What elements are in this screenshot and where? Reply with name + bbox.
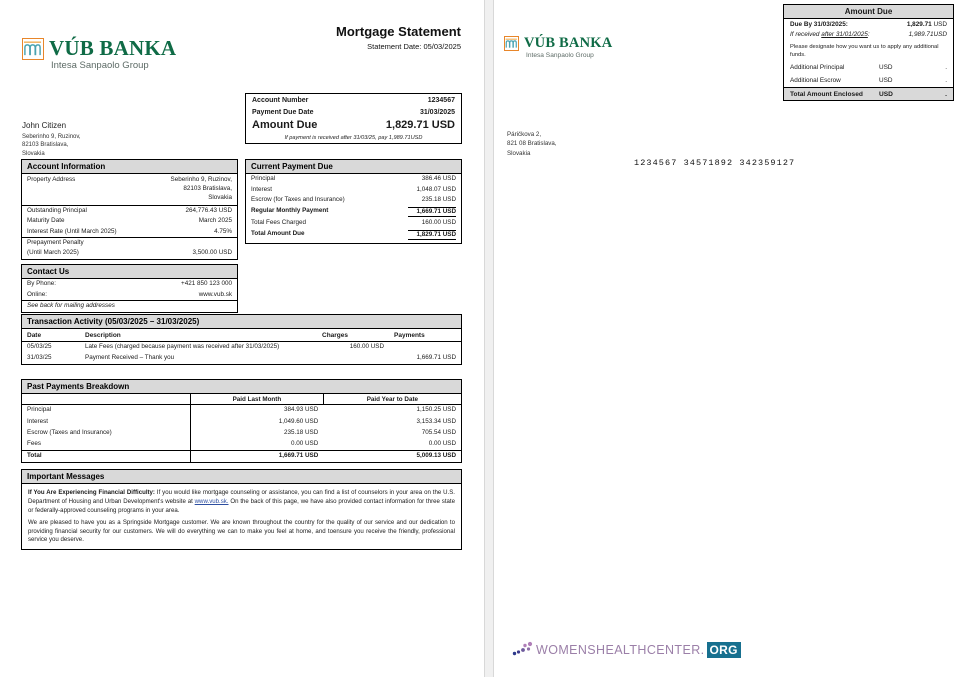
pp-label: Fees (22, 438, 191, 450)
interest-rate-value: 4.75% (214, 227, 232, 235)
important-messages-body (22, 484, 461, 549)
txn-payments: 1,669.71 USD (416, 354, 456, 362)
contact-footnote-row (22, 300, 237, 312)
addressee-block (22, 120, 81, 159)
amount-due-label: Amount Due (252, 119, 318, 132)
cpd-total-amount-label: Total Amount Due (251, 229, 305, 237)
pp-ytd: 0.00 USD (428, 439, 456, 447)
contact-us-title: Contact Us (22, 265, 237, 279)
financial-difficulty-text-a: If you would like mortgage counseling or assistance, you can find a list of counselors in your area on the U.S. Department of Housing and Urban Development's website at (28, 489, 455, 506)
stub-additional-escrow-value[interactable]: . (945, 76, 947, 84)
transaction-activity-table (22, 329, 461, 364)
return-address-block (507, 130, 557, 158)
watermark-text: WOMENSHEALTHCENTER. (536, 643, 705, 657)
stub-additional-escrow-label: Additional Escrow (790, 76, 841, 84)
table-row (22, 353, 461, 364)
contact-online-value[interactable]: www.vub.sk (198, 290, 232, 298)
addressee-line-1: Seberinho 9, Ruzinov, (22, 133, 81, 140)
contact-footnote: See back for mailing addresses (27, 302, 115, 310)
contact-phone-value: +421 850 123 000 (181, 280, 232, 288)
maturity-date-value: March 2025 (198, 217, 232, 225)
stub-due-by-row (784, 19, 953, 31)
dot-cluster-icon (512, 641, 536, 659)
amount-due-stub-title: Amount Due (784, 5, 953, 19)
bank-tagline: Intesa Sanpaolo Group (51, 60, 149, 71)
cpd-total-fees-row (246, 218, 461, 229)
pp-label: Principal (22, 405, 191, 417)
stub-total-enclosed-row (784, 87, 953, 100)
cpd-interest-row (246, 185, 461, 196)
th-blank (22, 394, 191, 405)
th-paid-ytd: Paid Year to Date (323, 394, 461, 405)
prepayment-penalty-label: Prepayment Penalty (27, 239, 84, 247)
past-payments-table (22, 394, 461, 461)
micr-line: 1234567 34571892 342359127 (634, 158, 796, 168)
counseling-link[interactable]: www.vub.sk. (194, 498, 229, 506)
th-payments: Payments (389, 329, 461, 342)
statement-date: Statement Date: 05/03/2025 (367, 42, 461, 51)
past-payments-box (21, 379, 462, 463)
amount-due-value: 1,829.71 USD (385, 119, 455, 132)
contact-phone-label: By Phone: (27, 280, 57, 288)
past-payments-title: Past Payments Breakdown (22, 380, 461, 394)
account-information-box (21, 159, 238, 260)
cpd-regular-monthly-label: Regular Monthly Payment (251, 206, 329, 214)
stub-additional-escrow-currency: USD (879, 76, 893, 84)
stub-due-by-currency: USD (933, 21, 947, 28)
stub-total-enclosed-value[interactable]: . (945, 90, 947, 98)
important-messages-title: Important Messages (22, 470, 461, 484)
pp-last-month: 235.18 USD (283, 428, 319, 436)
txn-date: 31/03/25 (27, 354, 52, 362)
property-address-line-2: 82103 Bratislava, (183, 185, 232, 192)
account-number-label: Account Number (252, 96, 309, 104)
table-row (22, 416, 461, 427)
payment-due-date-value: 31/03/2025 (419, 108, 455, 116)
cpd-total-amount-value: 1,829.71 USD (408, 230, 456, 241)
watermark-logo (512, 641, 741, 659)
stub-due-by-label: Due By 31/03/2025: (790, 21, 848, 28)
property-address-line-3: Slovakia (208, 193, 232, 201)
payment-due-date-label: Payment Due Date (252, 108, 314, 116)
important-messages-box (21, 469, 462, 550)
page-title: Mortgage Statement (336, 24, 461, 39)
table-header-row (22, 394, 461, 405)
payment-due-date-row (246, 106, 461, 118)
bank-name: VÚB BANKA (49, 36, 177, 60)
statement-page-right (493, 0, 963, 677)
stub-additional-principal-row (784, 62, 953, 75)
return-address-line-1: Páričkova 2, (507, 131, 542, 138)
txn-description: Late Fees (charged because payment was received after 31/03/2025) (85, 343, 280, 351)
stub-due-by-amount: 1,829.71 (906, 21, 932, 28)
txn-description: Payment Received – Thank you (85, 354, 175, 362)
important-message-paragraph-2: We are pleased to have you as a Springside Mortgage customer. We are known throughout the country for the quality of our service and our dedication to providing financial security for our customers. We will do everything we can to make you feel at home, and toensure you receive the friendly, professional service you deserve. (28, 518, 455, 544)
watermark-org-badge: ORG (707, 642, 741, 658)
th-description: Description (80, 329, 317, 342)
maturity-date-label: Maturity Date (27, 217, 65, 225)
contact-online-row (22, 290, 237, 301)
property-address-line-1: Seberinho 9, Ruzinov, (170, 176, 232, 184)
page-gutter (485, 0, 493, 677)
pp-label: Interest (22, 416, 191, 427)
contact-us-box (21, 264, 238, 313)
cpd-total-amount-row (246, 229, 461, 244)
stub-total-enclosed-label: Total Amount Enclosed (790, 90, 863, 98)
prepayment-penalty-label-row (22, 238, 237, 248)
cpd-interest-label: Interest (251, 185, 272, 193)
cpd-regular-monthly-row (246, 206, 461, 219)
pp-last-month: 0.00 USD (290, 439, 319, 447)
stub-additional-principal-value[interactable]: . (945, 63, 947, 71)
cpd-escrow-label: Escrow (for Taxes and Insurance) (251, 196, 345, 204)
stub-if-received-value: 1,989.71USD (908, 31, 947, 39)
table-row (22, 342, 461, 353)
property-address-value (171, 176, 233, 202)
transaction-activity-box (21, 314, 462, 365)
return-address-line-3: Slovakia (507, 149, 531, 157)
cpd-principal-row (246, 174, 461, 185)
bank-name: VÚB BANKA (524, 35, 613, 51)
pp-label: Total (22, 450, 191, 462)
stub-designate-note: Please designate how you want us to apply any additional funds. (790, 43, 939, 58)
table-row-total (22, 450, 461, 462)
cpd-principal-value: 386.46 USD (421, 175, 456, 183)
financial-difficulty-text-b: On the back of this page, we have also provided contact information for three state or federally-approved counseling programs in your area. (28, 498, 455, 514)
stub-if-received-text-a: If received (790, 31, 822, 39)
amount-due-row (246, 118, 461, 134)
pp-ytd: 3,153.34 USD (416, 417, 456, 425)
table-header-row (22, 329, 461, 342)
addressee-line-3: Slovakia (22, 150, 45, 157)
th-charges: Charges (317, 329, 389, 342)
current-payment-due-title: Current Payment Due (246, 160, 461, 174)
important-message-paragraph-1 (28, 489, 455, 515)
pp-last-month: 384.93 USD (283, 406, 319, 414)
txn-date: 05/03/25 (27, 343, 52, 351)
account-summary-box (245, 93, 462, 144)
outstanding-principal-value: 264,776.43 USD (185, 206, 232, 214)
account-information-title: Account Information (22, 160, 237, 174)
pp-label: Escrow (Taxes and Insurance) (22, 427, 191, 438)
late-payment-note: If payment is received after 31/03/25, pay 1,989.71USD (284, 134, 423, 141)
bank-logo-stub (504, 36, 612, 59)
cpd-escrow-row (246, 195, 461, 206)
cpd-interest-value: 1,048.07 USD (416, 185, 456, 193)
cpd-total-fees-value: 160.00 USD (421, 219, 456, 227)
stub-total-enclosed-currency: USD (879, 90, 893, 98)
pp-last-month: 1,049.60 USD (278, 417, 319, 425)
vub-arches-icon (22, 38, 44, 60)
contact-online-label: Online: (27, 290, 47, 298)
transaction-activity-title: Transaction Activity (05/03/2025 – 31/03/2025) (22, 315, 461, 329)
stub-additional-escrow-row (784, 75, 953, 88)
prepayment-penalty-value: 3,500.00 USD (192, 248, 232, 256)
table-row (22, 438, 461, 450)
vub-arches-icon (504, 36, 519, 51)
cpd-escrow-value: 235.18 USD (421, 196, 456, 204)
prepayment-penalty-value-row (22, 248, 237, 260)
contact-phone-row (22, 279, 237, 290)
th-paid-last-month: Paid Last Month (191, 394, 324, 405)
txn-payments (389, 342, 461, 353)
th-date: Date (22, 329, 80, 342)
addressee-name: John Citizen (22, 121, 67, 130)
table-row (22, 405, 461, 417)
outstanding-principal-row (22, 205, 237, 217)
bank-logo (22, 38, 176, 71)
table-row (22, 427, 461, 438)
pp-ytd: 705.54 USD (421, 428, 456, 436)
interest-rate-row (22, 227, 237, 239)
stub-due-by-value (907, 21, 947, 29)
cpd-total-fees-label: Total Fees Charged (251, 219, 306, 227)
stub-if-received-text-b: : (867, 31, 870, 39)
financial-difficulty-heading: If You Are Experiencing Financial Difficulty: (28, 489, 155, 497)
prepayment-penalty-period: (Until March 2025) (27, 248, 79, 256)
txn-charges: 160.00 USD (349, 343, 384, 351)
account-number-row (246, 94, 461, 106)
stub-additional-principal-currency: USD (879, 63, 893, 71)
addressee-line-2: 82103 Bratislava, (22, 142, 69, 149)
return-address-line-2: 821 08 Bratislava, (507, 140, 557, 148)
property-address-label: Property Address (27, 176, 76, 184)
pp-ytd: 5,009.13 USD (323, 450, 461, 462)
stub-if-received-row (784, 31, 953, 41)
amount-due-stub-box (783, 4, 954, 101)
cpd-principal-label: Principal (251, 175, 276, 183)
account-number-value: 1234567 (427, 96, 455, 104)
outstanding-principal-label: Outstanding Principal (27, 206, 87, 214)
txn-charges (317, 353, 389, 364)
current-payment-due-box (245, 159, 462, 244)
stub-if-received-label (790, 31, 870, 39)
bank-tagline: Intesa Sanpaolo Group (526, 51, 594, 59)
interest-rate-label: Interest Rate (Until March 2025) (27, 227, 117, 235)
pp-last-month: 1,669.71 USD (191, 450, 324, 462)
cpd-regular-monthly-value: 1,669.71 USD (408, 207, 456, 218)
stub-additional-principal-label: Additional Principal (790, 63, 845, 71)
stub-if-received-date: after 31/01/2025 (821, 31, 868, 39)
property-address-row (22, 174, 237, 204)
maturity-date-row (22, 216, 237, 227)
pp-ytd: 1,150.25 USD (416, 406, 456, 414)
